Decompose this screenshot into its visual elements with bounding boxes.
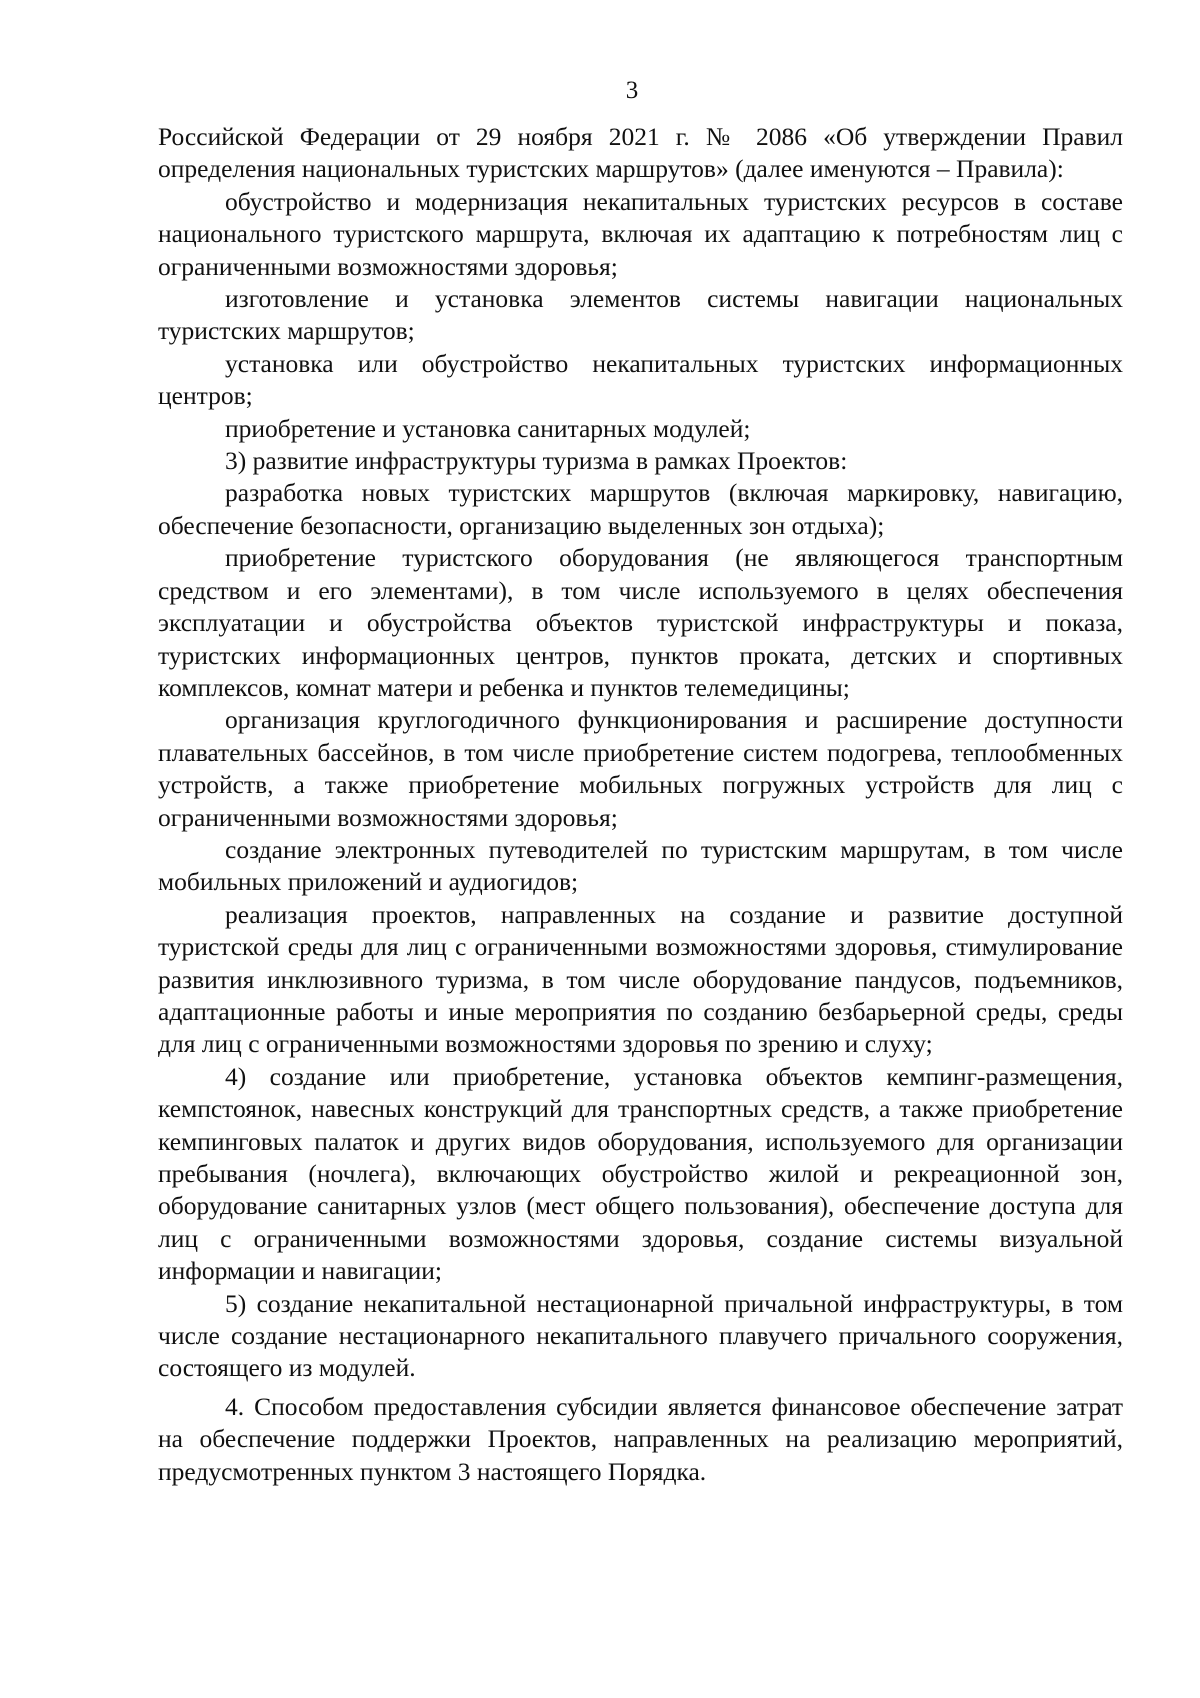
paragraph-new-routes: разработка новых туристских маршрутов (включая маркировку, навигацию, обеспечение безопасности, организацию выделенных зон отдыха); — [158, 478, 1123, 540]
paragraph-accessibility: реализация проектов, направленных на создание и развитие доступной туристской среды для лиц с ограниченными возможностями здоровья, стимулирование развития инклюзивного туризма, в том числе оборудование пандусов, подъемников, адаптационные работы и иные мероприятия по созданию безбарьерной среды, среды для лиц с ограниченными возможностями здоровья по зрению и слуху; — [158, 899, 1123, 1059]
paragraph-equipment: приобретение туристского оборудования (не являющегося транспортным средством и его элементами), в том числе используемого в целях обеспечения эксплуатации и обустройства объектов туристской инфраструктуры и показа, туристских информационных центров, пунктов проката, детских и спортивных комплексов, комнат матери и ребенка и пунктов телемедицины; — [158, 543, 1123, 702]
paragraph-info-centers: установка или обустройство некапитальных туристских информационных центров; — [158, 348, 1123, 411]
page-number: 3 — [625, 77, 639, 104]
paragraph-section-4: 4. Способом предоставления субсидии является финансовое обеспечение затрат на обеспечение поддержки Проектов, направленных на реализацию мероприятий, предусмотренных пунктом 3 настоящего Порядка. — [158, 1391, 1123, 1486]
paragraph-ustroystvo: обустройство и модернизация некапитальных туристских ресурсов в составе национального туристского маршрута, включая их адаптацию к потребностям лиц с ограниченными возможностями здоровья; — [158, 186, 1123, 281]
paragraph-e-guides: создание электронных путеводителей по туристским маршрутам, в том числе мобильных приложений и аудиогидов; — [158, 834, 1123, 897]
paragraph-item-5: 5) создание некапитальной нестационарной причальной инфраструктуры, в том числе создание нестационарного некапитального плавучего причального сооружения, состоящего из модулей. — [158, 1288, 1123, 1383]
paragraph-navigation: изготовление и установка элементов системы навигации национальных туристских маршрутов; — [158, 284, 1123, 346]
paragraph-item-3: 3) развитие инфраструктуры туризма в рамках Проектов: — [225, 446, 848, 476]
paragraph-pools: организация круглогодичного функционирования и расширение доступности плавательных бассейнов, в том числе приобретение систем подогрева, теплообменных устройств, а также приобретение мобильных погружных устройств для лиц с ограниченными возможностями здоровья; — [158, 705, 1123, 832]
document-body — [158, 121, 1123, 1488]
paragraph-continuation: Российской Федерации от 29 ноября 2021 г. № 2086 «Об утверждении Правил определения национальных туристских маршрутов» (далее именуются – Правила): — [158, 122, 1123, 184]
paragraph-sanitary-modules: приобретение и установка санитарных модулей; — [225, 413, 751, 443]
paragraph-item-4: 4) создание или приобретение, установка объектов кемпинг-размещения, кемпстоянок, навесных конструкций для транспортных средств, а также приобретение кемпинговых палаток и других видов оборудования, используемого для организации пребывания (ночлега), включающих обустройство жилой и рекреационной зон, оборудование санитарных узлов (мест общего пользования), обеспечение доступа для лиц с ограниченными возможностями здоровья, создание системы визуальной информации и навигации; — [158, 1061, 1123, 1286]
